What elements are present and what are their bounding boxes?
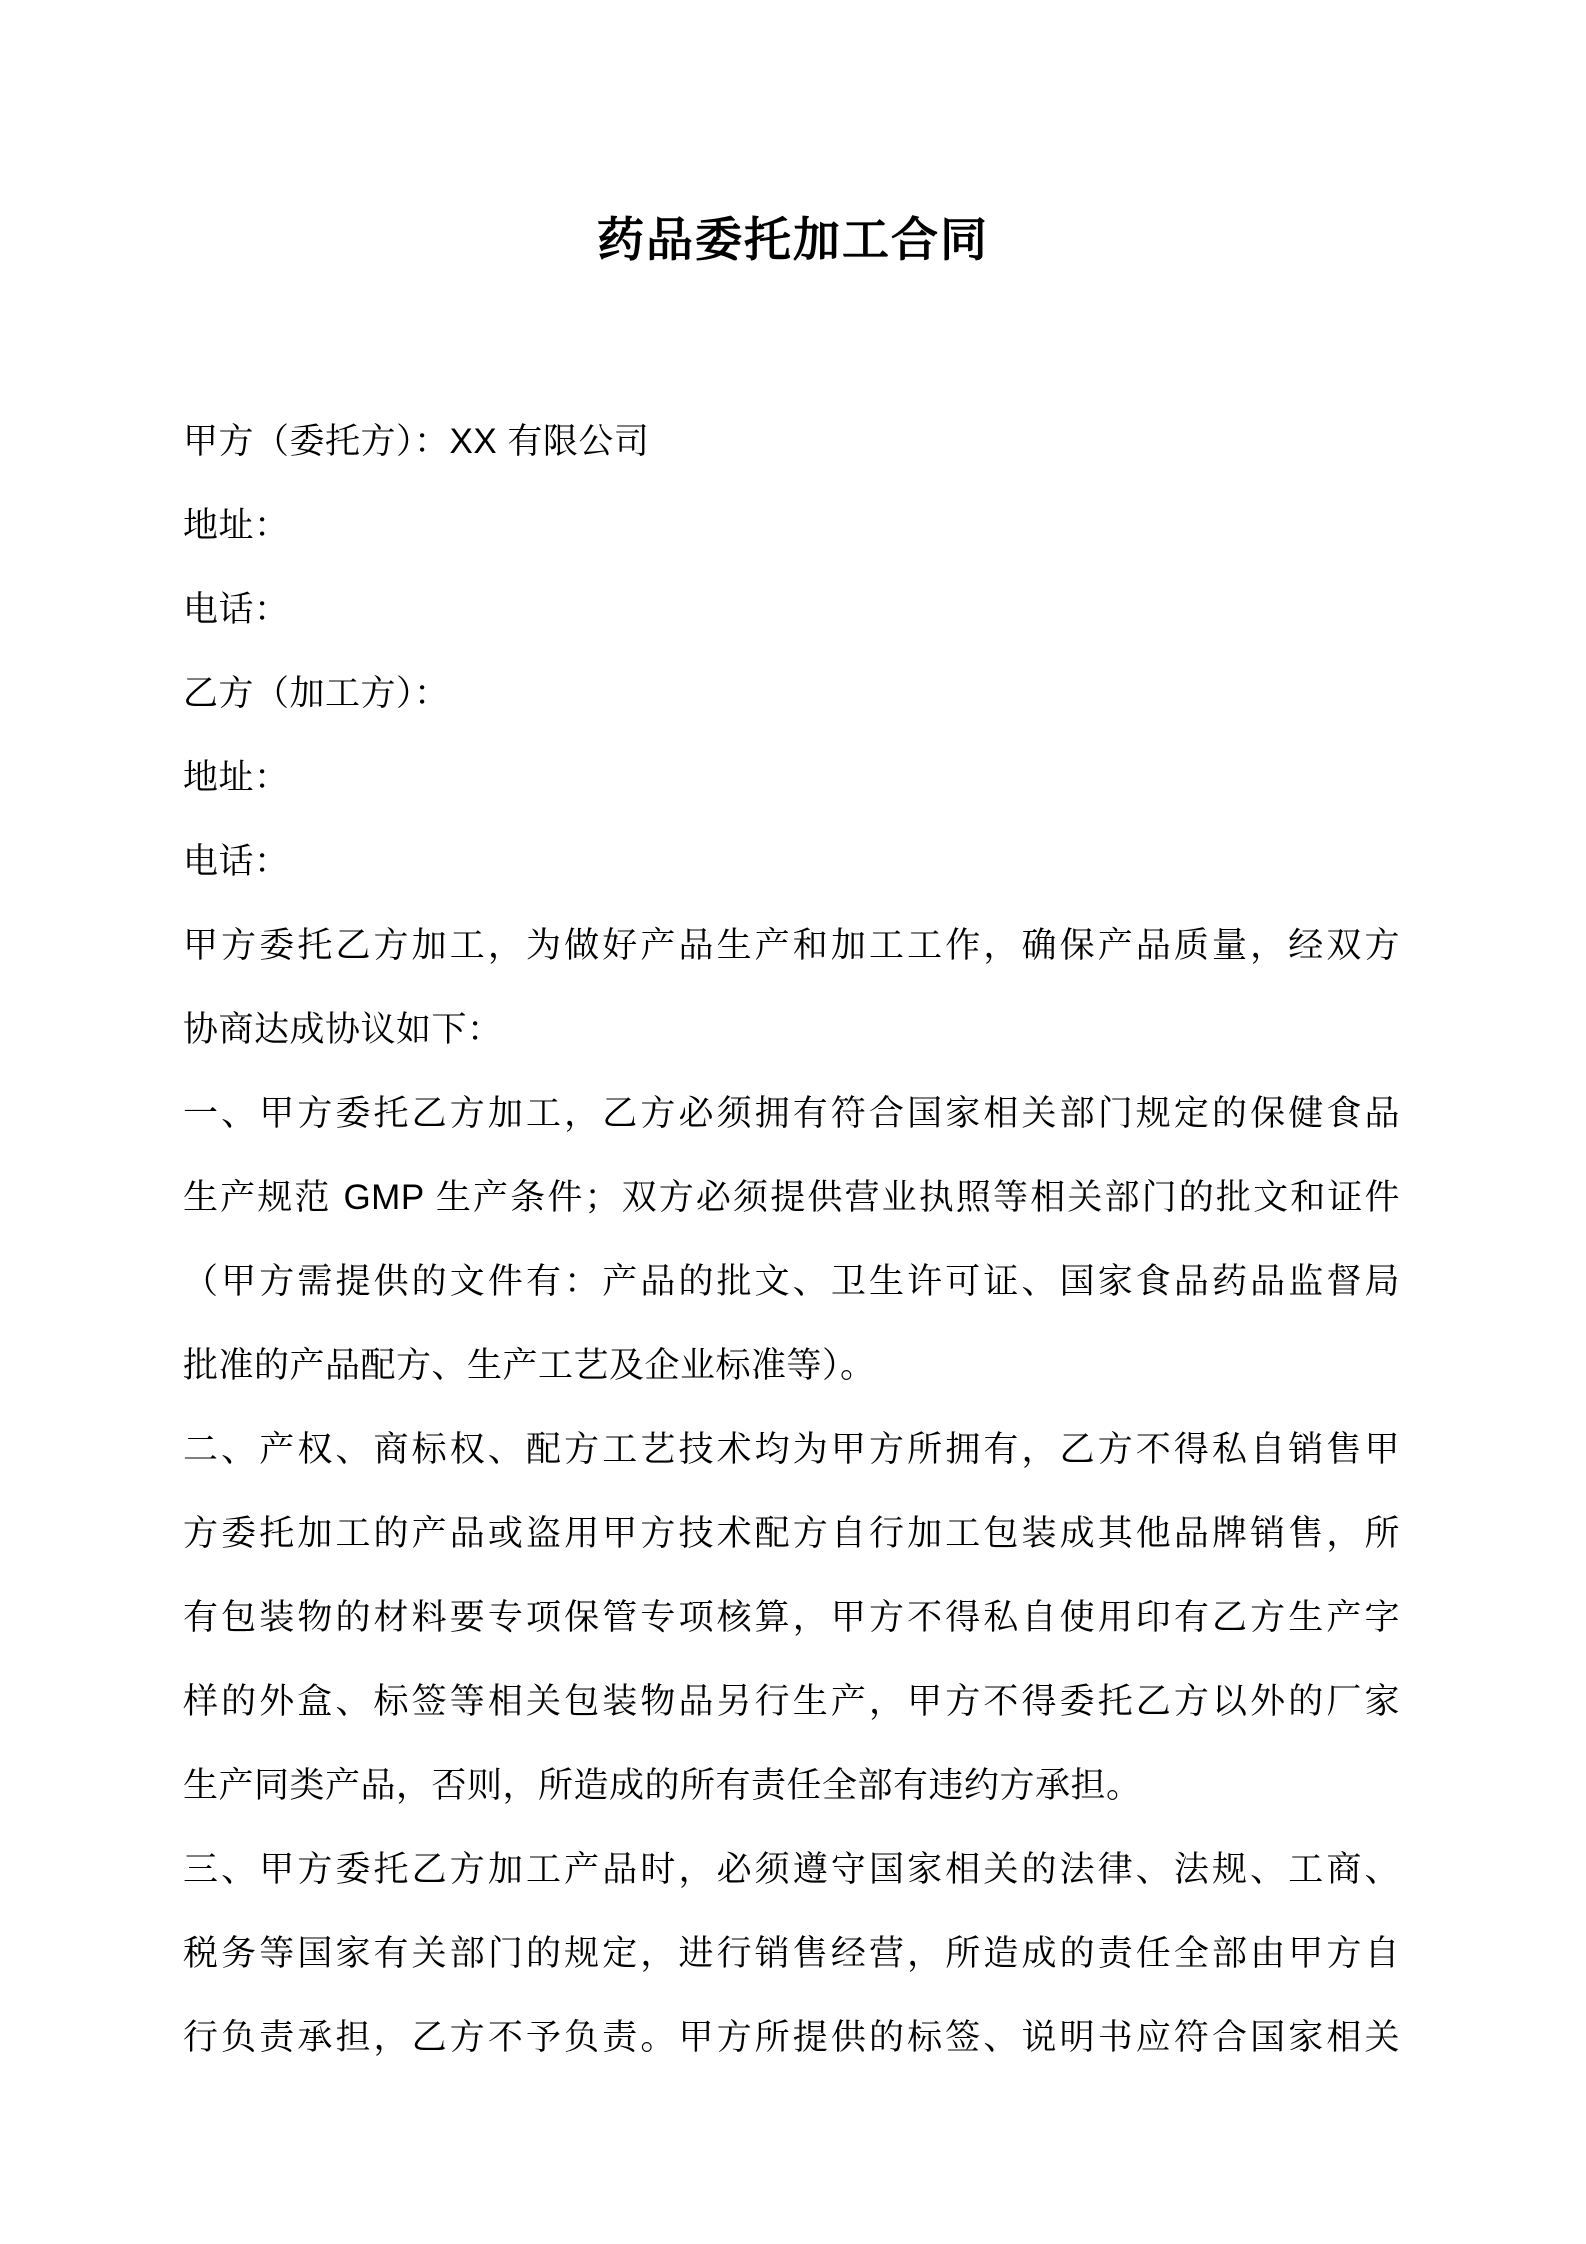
document-title: 药品委托加工合同 bbox=[597, 213, 989, 266]
document-line: 税务等国家有关部门的规定，进行销售经营，所造成的责任全部由甲方自 bbox=[183, 1934, 1400, 1973]
document-line: 样的外盒、标签等相关包装物品另行生产，甲方不得委托乙方以外的厂家 bbox=[183, 1682, 1400, 1721]
document-line: 生产同类产品，否则，所造成的所有责任全部有违约方承担。 bbox=[183, 1766, 1142, 1805]
document-body bbox=[0, 400, 1586, 2080]
document-line: 甲方委托乙方加工，为做好产品生产和加工工作，确保产品质量，经双方 bbox=[183, 926, 1400, 965]
document-line: 生产规范 GMP 生产条件；双方必须提供营业执照等相关部门的批文和证件 bbox=[183, 1178, 1400, 1217]
document-line: 批准的产品配方、生产工艺及企业标准等）。 bbox=[183, 1346, 876, 1385]
document-line: 一、甲方委托乙方加工，乙方必须拥有符合国家相关部门规定的保健食品 bbox=[183, 1094, 1400, 1133]
document-line: （甲方需提供的文件有：产品的批文、卫生许可证、国家食品药品监督局 bbox=[183, 1262, 1400, 1301]
document-line: 行负责承担，乙方不予负责。甲方所提供的标签、说明书应符合国家相关 bbox=[183, 2018, 1400, 2057]
document-line: 方委托加工的产品或盗用甲方技术配方自行加工包装成其他品牌销售，所 bbox=[183, 1514, 1400, 1553]
document-line: 甲方（委托方）：XX 有限公司 bbox=[183, 422, 650, 461]
document-line: 二、产权、商标权、配方工艺技术均为甲方所拥有，乙方不得私自销售甲 bbox=[183, 1430, 1400, 1469]
document-line: 电话： bbox=[183, 842, 290, 881]
document-line: 乙方（加工方）： bbox=[183, 674, 450, 713]
document-line: 有包装物的材料要专项保管专项核算，甲方不得私自使用印有乙方生产字 bbox=[183, 1598, 1400, 1637]
document-line: 地址： bbox=[183, 758, 290, 797]
document-line: 三、甲方委托乙方加工产品时，必须遵守国家相关的法律、法规、工商、 bbox=[183, 1850, 1400, 1889]
document-line: 地址： bbox=[183, 506, 290, 545]
document-line: 电话： bbox=[183, 590, 290, 629]
document-line: 协商达成协议如下： bbox=[183, 1010, 503, 1049]
